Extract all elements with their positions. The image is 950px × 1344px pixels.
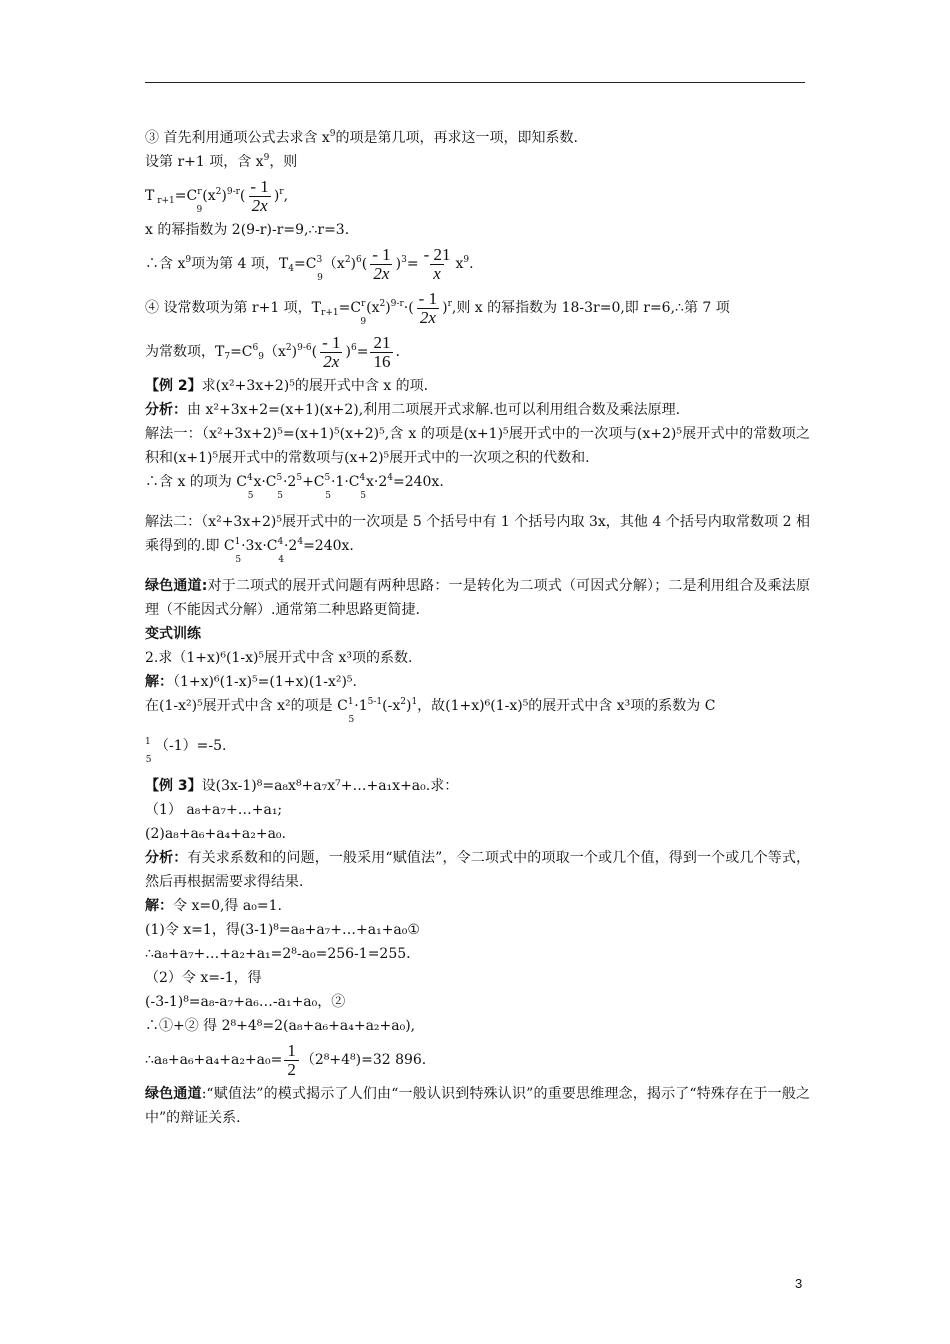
constant-term: 为常数项，$T_7=C^6_9(x^2)^{9-6}$( $\frac{- 1}{2x}$ )$^6$= $\frac{21}{16}$ . (145, 332, 400, 371)
variant-training-title: 变式训练 (145, 626, 201, 642)
example-3-solution: 解：令 x=0,得 a₀=1. (145, 898, 282, 914)
example-3-line-1: (1)令 x=1，得(3-1)⁸=a₈+a₇+…+a₁+a₀① (145, 922, 420, 938)
example-3-line-6: ∴a₈+a₆+a₄+a₂+a₀= $\frac{1}{2}$ （2⁸+4⁸)=32 896. (145, 1040, 427, 1079)
x9-term: ∴含 $x^9$项为第 4 项，$T_4=C^3_9(x^2)^6$( $\frac{- 1}{2x}$ )$^3$= $\frac{- 21}{x}$ $x^9$. (145, 244, 474, 283)
variant-solution-2: 在(1-x²)⁵展开式中含 x²的项是 $C^1_5\cdot 1^{5-1}(-x^2)^1$，故(1+x)⁶(1-x)⁵的展开式中含 x³项的系数为 C (145, 697, 716, 725)
power-equation: x 的幂指数为 2(9-r)-r=9,∴r=3. (145, 222, 350, 238)
example-2-analysis: 分析：由 x²+3x+2=(x+1)(x+2),利用二项展开式求解.也可以利用组合数及乘法原理. (145, 402, 681, 418)
green-channel-tip-2: 绿色通道:“赋值法”的模式揭示了人们由“一般认识到特殊认识”的重要思维理念，揭示了“特殊存在于一般之中”的辩证关系. (145, 1086, 810, 1126)
step-3-intro: ③ 首先利用通项公式去求含 $x^9$的项是第几项，再求这一项，即知系数. (145, 129, 578, 146)
general-term-formula: T $_{r+1}=C^r_9(x^2)^{9-r}$( $\frac{- 1}{2x}$ )$^r$, (145, 176, 289, 215)
example-3-line-3: （2）令 x=-1，得 (145, 970, 262, 986)
step-3-setup: 设第 r+1 项，含 $x^9$，则 (145, 153, 298, 170)
example-3-line-4: (-3-1)⁸=a₈-a₇+a₆…-a₁+a₀，② (145, 994, 346, 1010)
example-2-question: 【例 2】求(x²+3x+2)⁵的展开式中含 x 的项. (145, 378, 429, 394)
variant-solution-3: $^1_5$（-1）=-5. (145, 737, 227, 765)
example-3-analysis: 分析：有关求系数和的问题，一般采用“赋值法”，令二项式中的项取一个或几个值，得到一个或几个等式，然后再根据需要求得结果. (145, 850, 811, 890)
header-rule (145, 82, 805, 83)
example-3-part-2: (2)a₈+a₆+a₄+a₂+a₀. (145, 826, 286, 842)
green-channel-tip-1: 绿色通道:对于二项式的展开式问题有两种思路：一是转化为二项式（可因式分解）；二是利用组合及乘法原理（不能因式分解）.通常第二种思路更简捷. (145, 578, 810, 618)
document-body (145, 126, 810, 1130)
step-4-constant: ④ 设常数项为第 r+1 项，$T_{r+1}=C^r_9(x^2)^{9-r}\cdot$( $\frac{- 1}{2x}$ )$^r$,则 x 的幂指数为 18-3r=0,即 r=6,∴第 7 项 (145, 288, 730, 327)
variant-question: 2.求（1+x)⁶(1-x)⁵展开式中含 x³项的系数. (145, 650, 413, 666)
example-3-line-2: ∴a₈+a₇+…+a₂+a₁=2⁸-a₀=256-1=255. (145, 946, 411, 962)
example-3-question: 【例 3】设(3x-1)⁸=a₈x⁸+a₇x⁷+…+a₁x+a₀.求： (145, 778, 459, 794)
page-number: 3 (795, 1276, 803, 1291)
example-2-method-1: 解法一：（x²+3x+2)⁵=(x+1)⁵(x+2)⁵,含 x 的项是(x+1)⁵展开式中的一次项与(x+2)⁵展开式中的常数项之积和(x+1)⁵展开式中的常数项与(x+2)⁵展开式中的一次项之积的代数和. (145, 426, 810, 466)
example-2-method-1-result: ∴含 x 的项为 $C^4_5x\cdot C^5_5\cdot 2^5+C^5_5\cdot 1\cdot C^4_5x\cdot 2^4=240x$. (145, 473, 444, 501)
example-2-method-2: 解法二：（x²+3x+2)⁵展开式中的一次项是 5 个括号中有 1 个括号内取 3x，其他 4 个括号内取常数项 2 相乘得到的.即 $C^1_5\cdot 3x\cdot C^4_4\cdot 2^4=240x$. (145, 514, 810, 565)
example-3-part-1: （1） a₈+a₇+…+a₁; (145, 802, 283, 818)
example-3-line-5: ∴①+② 得 2⁸+4⁸=2(a₈+a₆+a₄+a₂+a₀), (145, 1018, 416, 1034)
variant-solution-1: 解：（1+x)⁶(1-x)⁵=(1+x)(1-x²)⁵. (145, 674, 357, 690)
